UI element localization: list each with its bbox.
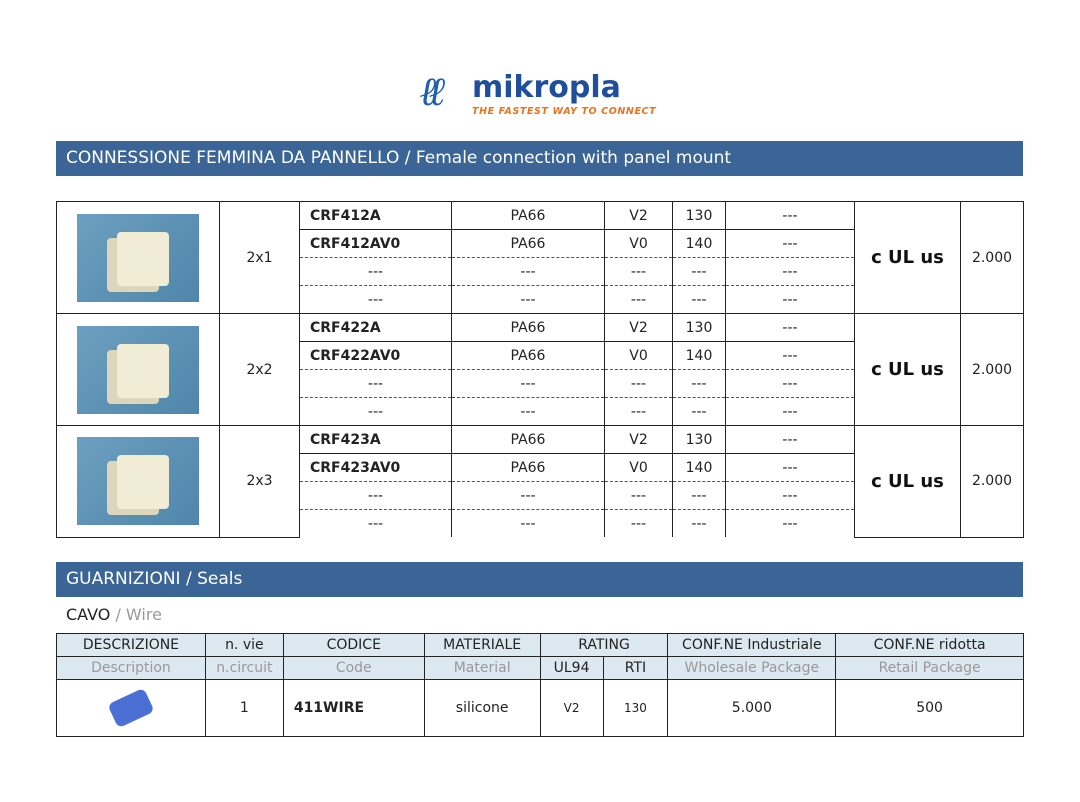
logo-mark-icon: ℓℓ — [420, 68, 439, 115]
seal-ind: 5.000 — [668, 680, 836, 737]
code-cell: CRF423AV0 — [300, 454, 452, 482]
ul94-cell: --- — [605, 370, 673, 398]
material-cell: PA66 — [452, 342, 605, 370]
logo-name: mikropla — [472, 70, 621, 105]
seal-image — [57, 680, 206, 737]
header-ind: CONF.NE Industriale — [668, 634, 836, 657]
ul-cert-icon — [855, 202, 961, 314]
rti-cell: 130 — [673, 202, 726, 230]
subsection-it: CAVO — [66, 605, 111, 624]
code-cell: --- — [300, 370, 452, 398]
seals-table — [56, 633, 1024, 737]
extra-cell: --- — [726, 202, 855, 230]
ul94-cell: V0 — [605, 454, 673, 482]
ul-cert-label: c UL us — [871, 470, 944, 492]
material-cell: PA66 — [452, 426, 605, 454]
extra-cell: --- — [726, 426, 855, 454]
extra-cell: --- — [726, 482, 855, 510]
rti-cell: 130 — [673, 426, 726, 454]
code-cell: CRF412AV0 — [300, 230, 452, 258]
extra-cell: --- — [726, 370, 855, 398]
ul94-cell: --- — [605, 398, 673, 426]
ul94-cell: V2 — [605, 314, 673, 342]
rti-cell: --- — [673, 258, 726, 286]
product-image — [57, 426, 220, 538]
material-cell: --- — [452, 370, 605, 398]
header-ul94: UL94 — [540, 657, 603, 680]
rti-cell: --- — [673, 482, 726, 510]
product-image — [57, 202, 220, 314]
subsection-wire — [66, 605, 162, 624]
ul94-cell: V0 — [605, 230, 673, 258]
extra-cell: --- — [726, 510, 855, 538]
material-cell: --- — [452, 258, 605, 286]
code-cell: --- — [300, 482, 452, 510]
ul94-cell: V2 — [605, 426, 673, 454]
table-row — [57, 314, 1024, 342]
header-vie-en: n.circuit — [205, 657, 283, 680]
code-cell: CRF412A — [300, 202, 452, 230]
header-mat: MATERIALE — [424, 634, 540, 657]
table-row — [57, 680, 1024, 737]
extra-cell: --- — [726, 230, 855, 258]
package-cell: 2.000 — [961, 202, 1024, 314]
header-desc-en: Description — [57, 657, 206, 680]
rti-cell: --- — [673, 370, 726, 398]
code-cell: CRF423A — [300, 426, 452, 454]
logo-tagline: THE FASTEST WAY TO CONNECT — [472, 106, 657, 117]
code-cell: --- — [300, 286, 452, 314]
ul-cert-label: c UL us — [871, 247, 944, 268]
material-cell: PA66 — [452, 202, 605, 230]
material-cell: PA66 — [452, 230, 605, 258]
ul-cert-label: c UL us — [871, 359, 944, 380]
extra-cell: --- — [726, 454, 855, 482]
table-row — [57, 426, 1024, 454]
ul94-cell: --- — [605, 510, 673, 538]
header-mat-en: Material — [424, 657, 540, 680]
seal-code: 411WIRE — [283, 680, 424, 737]
extra-cell: --- — [726, 342, 855, 370]
mikropla-logo — [420, 68, 660, 120]
code-cell: --- — [300, 258, 452, 286]
ul-cert-icon — [855, 314, 961, 426]
header-vie: n. vie — [205, 634, 283, 657]
extra-cell: --- — [726, 398, 855, 426]
material-cell: --- — [452, 286, 605, 314]
ul-cert-icon — [855, 426, 961, 538]
header-desc: DESCRIZIONE — [57, 634, 206, 657]
package-cell: 2.000 — [961, 426, 1024, 538]
extra-cell: --- — [726, 286, 855, 314]
header-ret: CONF.NE ridotta — [836, 634, 1024, 657]
vie-cell: 2x1 — [220, 202, 300, 314]
header-code-en: Code — [283, 657, 424, 680]
code-cell: CRF422AV0 — [300, 342, 452, 370]
rti-cell: --- — [673, 398, 726, 426]
rti-cell: --- — [673, 286, 726, 314]
rti-cell: 140 — [673, 454, 726, 482]
subsection-en: / Wire — [115, 605, 162, 624]
header-rti: RTI — [603, 657, 668, 680]
material-cell: --- — [452, 510, 605, 538]
rti-cell: 140 — [673, 230, 726, 258]
rti-cell: 130 — [673, 314, 726, 342]
code-cell: --- — [300, 510, 452, 538]
extra-cell: --- — [726, 314, 855, 342]
header-ret-en: Retail Package — [836, 657, 1024, 680]
material-cell: --- — [452, 398, 605, 426]
header-rating: RATING — [540, 634, 668, 657]
material-cell: PA66 — [452, 314, 605, 342]
ul94-cell: --- — [605, 286, 673, 314]
header-ind-en: Wholesale Package — [668, 657, 836, 680]
section-title-female-connection: CONNESSIONE FEMMINA DA PANNELLO / Female connection with panel mount — [56, 141, 1023, 176]
ul94-cell: --- — [605, 258, 673, 286]
seal-mat: silicone — [424, 680, 540, 737]
section-title-seals: GUARNIZIONI / Seals — [56, 562, 1023, 597]
header-code: CODICE — [283, 634, 424, 657]
ul94-cell: --- — [605, 482, 673, 510]
extra-cell: --- — [726, 258, 855, 286]
ul94-cell: V2 — [605, 202, 673, 230]
rti-cell: 140 — [673, 342, 726, 370]
seal-ul94: V2 — [540, 680, 603, 737]
code-cell: CRF422A — [300, 314, 452, 342]
seal-rti: 130 — [603, 680, 668, 737]
material-cell: --- — [452, 482, 605, 510]
rti-cell: --- — [673, 510, 726, 538]
seal-vie: 1 — [205, 680, 283, 737]
vie-cell: 2x3 — [220, 426, 300, 538]
product-image — [57, 314, 220, 426]
connector-table — [56, 201, 1024, 538]
code-cell: --- — [300, 398, 452, 426]
package-cell: 2.000 — [961, 314, 1024, 426]
vie-cell: 2x2 — [220, 314, 300, 426]
material-cell: PA66 — [452, 454, 605, 482]
seal-ret: 500 — [836, 680, 1024, 737]
ul94-cell: V0 — [605, 342, 673, 370]
table-row — [57, 202, 1024, 230]
